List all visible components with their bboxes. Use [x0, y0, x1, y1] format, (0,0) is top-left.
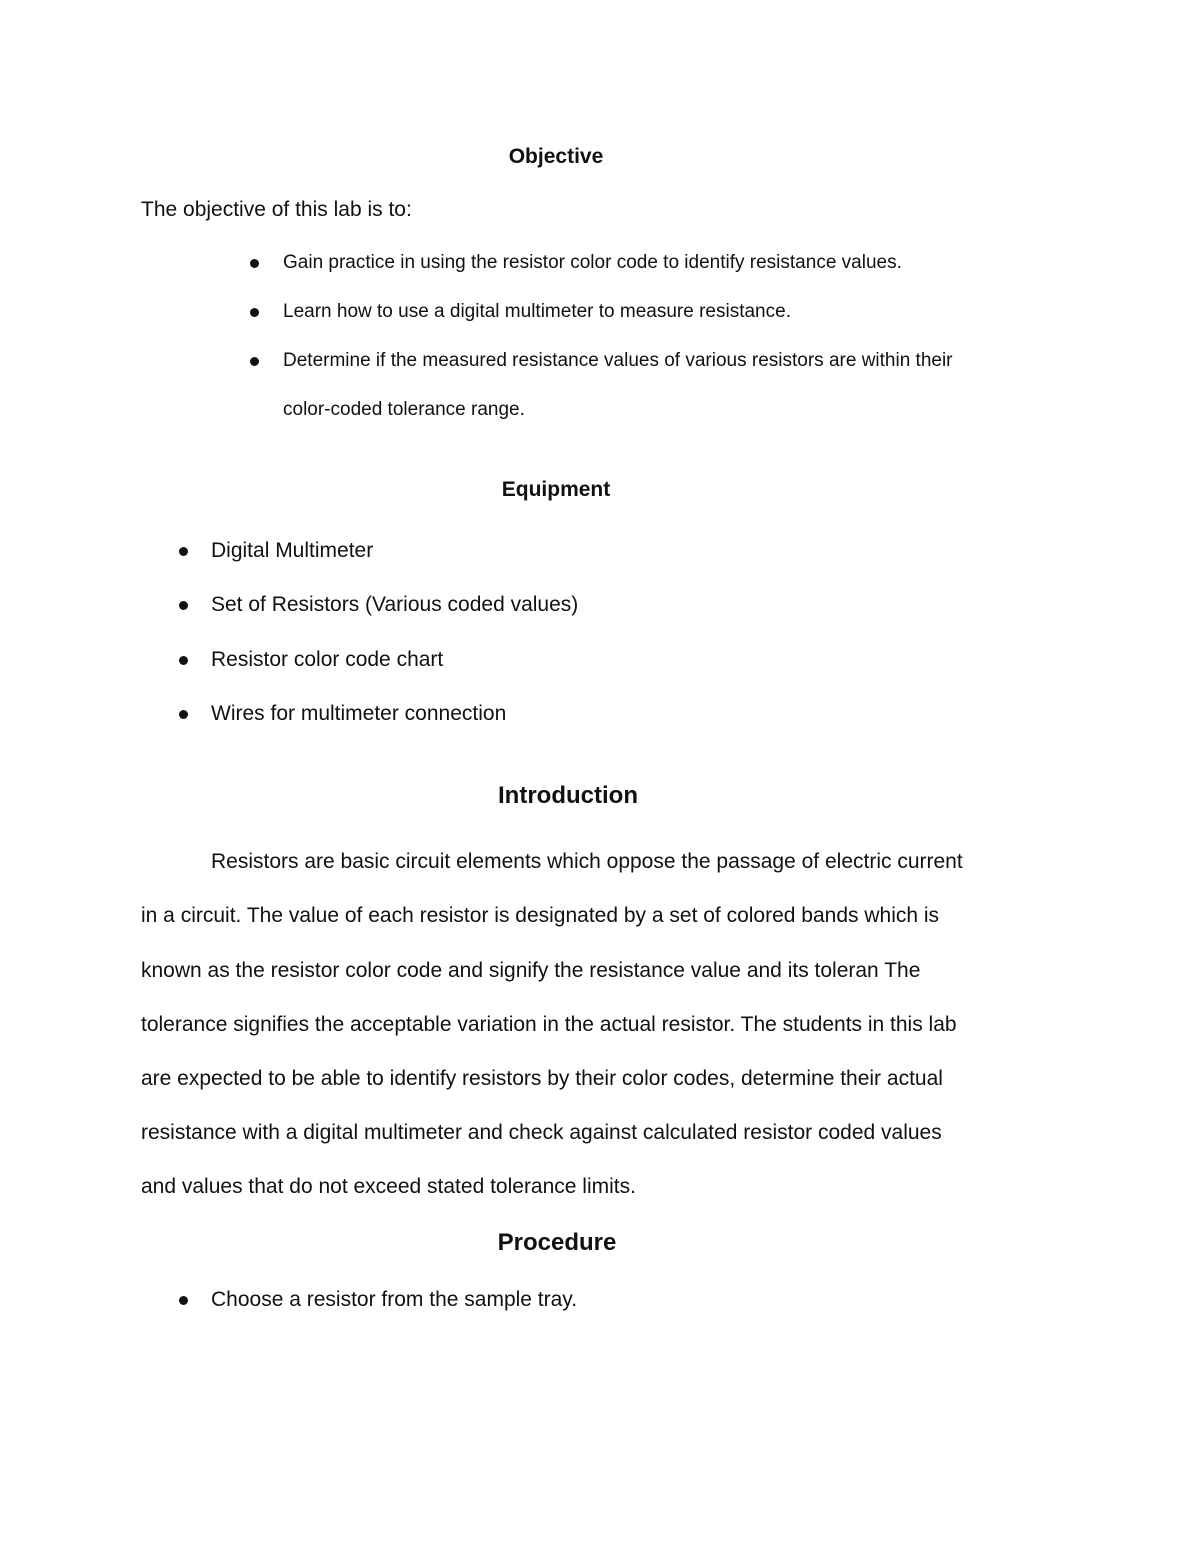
bullet-icon: [179, 601, 188, 610]
procedure-heading: Procedure: [497, 1229, 617, 1256]
objective-item-1: Gain practice in using the resistor color code to identify resistance values.: [283, 252, 902, 273]
procedure-item-1: Choose a resistor from the sample tray.: [211, 1288, 578, 1311]
equipment-item-3: Resistor color code chart: [211, 648, 444, 671]
objective-item-3-line-2: color-coded tolerance range.: [283, 399, 525, 420]
equipment-item-4: Wires for multimeter connection: [211, 702, 507, 725]
introduction-line-3: known as the resistor color code and signify the resistance value and its toleran The: [141, 959, 921, 982]
bullet-icon: [250, 308, 259, 317]
introduction-heading: Introduction: [498, 782, 638, 809]
objective-item-3-line-1: Determine if the measured resistance values of various resistors are within their: [283, 350, 953, 371]
objective-heading: Objective: [508, 145, 604, 168]
objective-intro: The objective of this lab is to:: [141, 198, 412, 221]
bullet-icon: [179, 547, 188, 556]
bullet-icon: [179, 656, 188, 665]
objective-item-2: Learn how to use a digital multimeter to measure resistance.: [283, 301, 791, 322]
introduction-line-1: Resistors are basic circuit elements which oppose the passage of electric current: [211, 850, 963, 873]
introduction-line-4: tolerance signifies the acceptable variation in the actual resistor. The students in this lab: [141, 1013, 957, 1036]
bullet-icon: [179, 1296, 188, 1305]
introduction-line-2: in a circuit. The value of each resistor is designated by a set of colored bands which is: [141, 904, 940, 927]
bullet-icon: [250, 357, 259, 366]
introduction-line-6: resistance with a digital multimeter and check against calculated resistor coded values: [141, 1121, 942, 1144]
equipment-item-2: Set of Resistors (Various coded values): [211, 593, 579, 616]
bullet-icon: [179, 710, 188, 719]
bullet-icon: [250, 259, 259, 268]
equipment-item-1: Digital Multimeter: [211, 539, 374, 562]
equipment-heading: Equipment: [501, 478, 611, 501]
introduction-line-5: are expected to be able to identify resistors by their color codes, determine their actual: [141, 1067, 943, 1090]
introduction-line-7: and values that do not exceed stated tolerance limits.: [141, 1175, 636, 1198]
